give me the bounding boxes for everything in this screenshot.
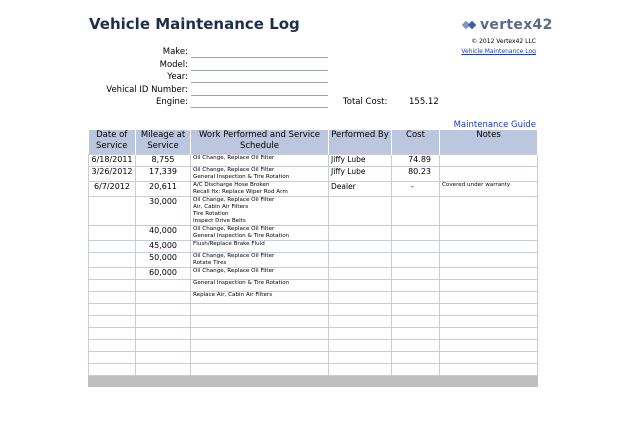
performed-cell[interactable]	[329, 352, 392, 364]
date-cell[interactable]	[89, 292, 136, 304]
total-cost-value: 155.12	[409, 97, 439, 107]
notes-cell[interactable]	[440, 304, 538, 316]
table-row[interactable]	[89, 292, 538, 304]
work-line: Oil Change, Replace Oil Filter	[193, 167, 275, 173]
cost-cell[interactable]	[392, 253, 440, 268]
col-header-mileage: Mileage at Service	[136, 130, 191, 155]
work-line: Recall fix: Replace Wiper Rod Arm	[193, 189, 288, 195]
date-cell[interactable]	[89, 197, 136, 226]
work-cell[interactable]	[191, 155, 329, 167]
cost-cell[interactable]	[392, 197, 440, 226]
table-row[interactable]	[89, 268, 538, 280]
col-header-work: Work Performed and Service Schedule	[191, 130, 329, 155]
cost-cell[interactable]	[392, 340, 440, 352]
performed-cell[interactable]: Dealer	[329, 182, 392, 197]
work-line: Oil Change, Replace Oil Filter	[193, 253, 275, 259]
mileage-cell[interactable]	[136, 304, 191, 316]
notes-cell[interactable]	[440, 167, 538, 182]
mileage-cell[interactable]: 8,755	[136, 155, 191, 167]
mileage-cell[interactable]: 50,000	[136, 253, 191, 268]
mileage-cell[interactable]: 45,000	[136, 241, 191, 253]
model-label: Model:	[159, 60, 188, 70]
date-cell[interactable]	[89, 226, 136, 241]
cost-cell[interactable]: 74.89	[392, 155, 440, 167]
notes-cell[interactable]	[440, 316, 538, 328]
cost-cell[interactable]	[392, 316, 440, 328]
vin-label: Vehical ID Number:	[106, 85, 188, 95]
col-header-cost: Cost	[392, 130, 440, 155]
mileage-cell[interactable]	[136, 280, 191, 292]
notes-cell[interactable]	[440, 292, 538, 304]
performed-cell[interactable]	[329, 268, 392, 280]
work-cell[interactable]	[191, 364, 329, 376]
mileage-cell[interactable]	[136, 292, 191, 304]
date-cell[interactable]	[89, 280, 136, 292]
date-cell[interactable]	[89, 241, 136, 253]
table-row[interactable]	[89, 197, 538, 226]
work-line: Oil Change, Replace Oil Filter	[193, 155, 275, 161]
vin-field[interactable]	[191, 84, 328, 96]
table-row[interactable]	[89, 155, 538, 167]
template-link[interactable]: Vehicle Maintenance Log	[461, 48, 536, 55]
performed-cell[interactable]	[329, 253, 392, 268]
table-row[interactable]	[89, 316, 538, 328]
cost-cell[interactable]	[392, 280, 440, 292]
date-cell[interactable]	[89, 352, 136, 364]
notes-cell[interactable]	[440, 226, 538, 241]
work-line: A/C Discharge Hose Broken	[193, 182, 270, 188]
work-line: Oil Change, Replace Oil Filter	[193, 268, 275, 274]
mileage-cell[interactable]	[136, 364, 191, 376]
table-row[interactable]	[89, 253, 538, 268]
page-title: Vehicle Maintenance Log	[89, 15, 300, 33]
table-row[interactable]	[89, 364, 538, 376]
table-row[interactable]	[89, 328, 538, 340]
work-line: Air, Cabin Air Filters	[193, 204, 249, 210]
work-cell[interactable]	[191, 304, 329, 316]
model-field[interactable]	[191, 59, 328, 71]
performed-cell[interactable]	[329, 364, 392, 376]
table-row[interactable]	[89, 226, 538, 241]
work-line: General Inspection & Tire Rotation	[193, 174, 290, 180]
cost-cell[interactable]	[392, 292, 440, 304]
notes-cell[interactable]	[440, 364, 538, 376]
work-line: General Inspection & Tire Rotation	[193, 280, 290, 286]
table-row[interactable]	[89, 340, 538, 352]
performed-cell[interactable]	[329, 226, 392, 241]
mileage-cell[interactable]: 60,000	[136, 268, 191, 280]
logo-text: vertex42	[480, 17, 553, 33]
performed-cell[interactable]	[329, 241, 392, 253]
make-label: Make:	[162, 47, 188, 57]
date-cell[interactable]: 3/26/2012	[89, 167, 136, 182]
work-cell[interactable]	[191, 316, 329, 328]
work-line: Replace Air, Cabin Air Filters	[193, 292, 273, 298]
cost-cell[interactable]	[392, 328, 440, 340]
performed-cell[interactable]	[329, 292, 392, 304]
work-line: Oil Change, Replace Oil Filter	[193, 226, 275, 232]
work-cell[interactable]	[191, 197, 329, 226]
engine-label: Engine:	[156, 97, 188, 107]
date-cell[interactable]	[89, 364, 136, 376]
work-cell[interactable]	[191, 226, 329, 241]
year-field[interactable]	[191, 71, 328, 83]
performed-cell[interactable]: Jiffy Lube	[329, 167, 392, 182]
cost-cell[interactable]	[392, 241, 440, 253]
work-cell[interactable]	[191, 292, 329, 304]
cost-cell[interactable]: -	[392, 182, 440, 197]
notes-cell[interactable]	[440, 268, 538, 280]
work-cell[interactable]	[191, 182, 329, 197]
notes-cell[interactable]	[440, 241, 538, 253]
cost-cell[interactable]	[392, 268, 440, 280]
performed-cell[interactable]	[329, 304, 392, 316]
maintenance-guide-link[interactable]: Maintenance Guide	[453, 120, 536, 130]
notes-cell[interactable]	[440, 197, 538, 226]
engine-field[interactable]	[191, 96, 328, 108]
work-cell[interactable]	[191, 241, 329, 253]
table-row[interactable]	[89, 352, 538, 364]
date-cell[interactable]: 6/18/2011	[89, 155, 136, 167]
vertex42-logo[interactable]	[462, 17, 553, 33]
performed-cell[interactable]	[329, 340, 392, 352]
work-cell[interactable]	[191, 340, 329, 352]
cost-cell[interactable]: 80.23	[392, 167, 440, 182]
notes-cell[interactable]	[440, 340, 538, 352]
work-line: Oil Change, Replace Oil Filter	[193, 197, 275, 203]
notes-cell[interactable]	[440, 352, 538, 364]
notes-cell[interactable]	[440, 280, 538, 292]
cost-cell[interactable]	[392, 352, 440, 364]
cost-cell[interactable]	[392, 304, 440, 316]
date-cell[interactable]	[89, 316, 136, 328]
year-label: Year:	[167, 72, 188, 82]
mileage-cell[interactable]: 30,000	[136, 197, 191, 226]
col-header-performed: Performed By	[329, 130, 392, 155]
table-row[interactable]	[89, 167, 538, 182]
cost-cell[interactable]	[392, 226, 440, 241]
work-cell[interactable]	[191, 280, 329, 292]
date-cell[interactable]	[89, 253, 136, 268]
total-cost-label: Total Cost:	[343, 97, 388, 107]
maintenance-table	[88, 130, 537, 387]
table-row[interactable]	[89, 241, 538, 253]
work-line: Rotate Tires	[193, 260, 227, 266]
date-cell[interactable]	[89, 328, 136, 340]
date-cell[interactable]	[89, 268, 136, 280]
performed-cell[interactable]: Jiffy Lube	[329, 155, 392, 167]
logo-icon	[462, 18, 478, 32]
make-field[interactable]	[191, 46, 328, 58]
work-line: Tire Rotation	[193, 211, 229, 217]
mileage-cell[interactable]: 17,339	[136, 167, 191, 182]
notes-cell[interactable]	[440, 155, 538, 167]
work-cell[interactable]	[191, 328, 329, 340]
copyright-text: © 2012 Vertex42 LLC	[471, 38, 536, 45]
mileage-cell[interactable]: 20,611	[136, 182, 191, 197]
col-header-date: Date of Service	[89, 130, 136, 155]
notes-cell[interactable]	[440, 328, 538, 340]
performed-cell[interactable]	[329, 328, 392, 340]
table-row[interactable]	[89, 304, 538, 316]
work-line: General Inspection & Tire Rotation	[193, 233, 290, 239]
work-cell[interactable]	[191, 352, 329, 364]
work-cell[interactable]	[191, 253, 329, 268]
table-header-row	[89, 130, 538, 155]
notes-cell[interactable]	[440, 253, 538, 268]
table-row[interactable]	[89, 280, 538, 292]
mileage-cell[interactable]: 40,000	[136, 226, 191, 241]
mileage-cell[interactable]	[136, 352, 191, 364]
mileage-cell[interactable]	[136, 316, 191, 328]
work-line: Flush/Replace Brake Fluid	[193, 241, 265, 247]
date-cell[interactable]	[89, 340, 136, 352]
work-cell[interactable]	[191, 167, 329, 182]
col-header-notes: Notes	[440, 130, 538, 155]
performed-cell[interactable]	[329, 197, 392, 226]
table-row[interactable]	[89, 182, 538, 197]
date-cell[interactable]	[89, 304, 136, 316]
date-cell[interactable]: 6/7/2012	[89, 182, 136, 197]
work-line: Inspect Drive Belts	[193, 218, 246, 224]
notes-cell[interactable]: Covered under warranty	[440, 182, 538, 197]
cost-cell[interactable]	[392, 364, 440, 376]
table-footer-bar	[89, 376, 538, 387]
mileage-cell[interactable]	[136, 340, 191, 352]
performed-cell[interactable]	[329, 316, 392, 328]
mileage-cell[interactable]	[136, 328, 191, 340]
work-cell[interactable]	[191, 268, 329, 280]
performed-cell[interactable]	[329, 280, 392, 292]
